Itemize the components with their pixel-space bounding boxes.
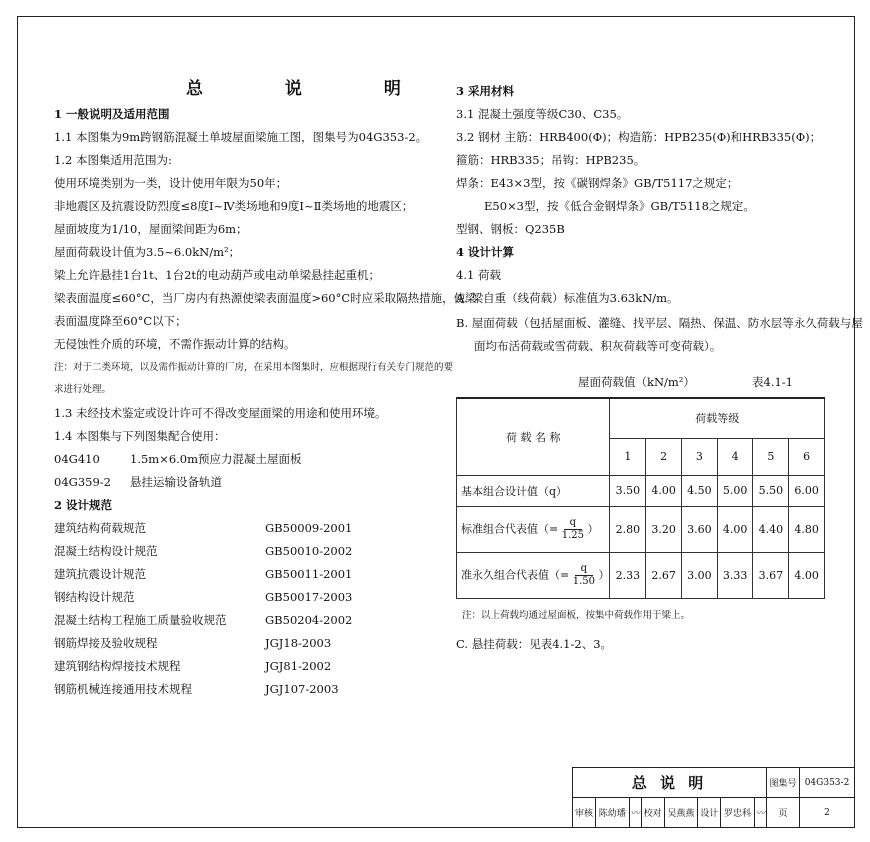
fraction-denominator: 1.25 [561,529,584,541]
code-number: JGJ81-2002 [265,659,332,673]
table-cell: 3.67 [753,552,789,598]
table-row [457,552,825,598]
grade-header: 1 [610,438,646,475]
section-2-heading: 2 设计规范 [54,498,113,512]
para-1-3: 1.3 未经技术鉴定或设计许可不得改变屋面梁的用途和使用环境。 [54,406,387,420]
table-cell: 4.40 [753,506,789,552]
para-1-2: 1.2 本图集适用范围为: [54,153,172,167]
code-name: 建筑抗震设计规范 [54,567,146,581]
table-row [457,475,825,506]
table-row [457,506,825,552]
table-cell: 2.67 [646,552,682,598]
para-4-1: 4.1 荷载 [456,268,501,282]
ref-2-name: 悬挂运输设备轨道 [130,475,222,489]
grade-header: 3 [681,438,717,475]
reviewer-name: 陈幼璠 [595,798,629,828]
fraction [562,517,584,542]
para-4-b-line2: 面均布活荷载或雪荷载、积灰荷载等可变荷载）。 [474,339,722,353]
row-label-text: 准永久组合代表值（= [461,568,570,581]
code-name: 钢筋焊接及验收规程 [54,636,158,650]
table-cell: 4.00 [646,475,682,506]
para-3-1: 3.1 混凝土强度等级C30、C35。 [456,107,629,121]
code-number: GB50017-2003 [265,590,353,604]
page-label: 页 [767,798,800,828]
title-block [572,767,855,828]
para-1-2d: 屋面荷载设计值为3.5~6.0kN/m²； [54,245,241,259]
para-3-welding-2: E50×3型，按《低合金钢焊条》GB/T5118之规定。 [484,199,755,213]
section-1-heading: 1 一般说明及适用范围 [54,107,170,121]
check-label: 校对 [641,798,664,828]
roof-load-table [456,397,825,599]
table-header-load-name: 荷 载 名 称 [457,398,610,475]
fraction-numerator: q [564,517,582,530]
code-name: 钢筋机械连接通用技术规程 [54,682,192,696]
row-label [457,506,610,552]
grade-header: 6 [789,438,825,475]
note-1-line2: 求进行处理。 [54,384,112,395]
code-number: JGJ107-2003 [265,682,339,696]
para-1-2e: 梁上允许悬挂1台1t、1台2t的电动葫芦或电动单梁悬挂起重机； [54,268,381,282]
table-cell: 3.50 [610,475,646,506]
row-label-close: ） [598,568,610,581]
para-1-2f: 梁表面温度≤60°C，当厂房内有热源使梁表面温度>60°C时应采取隔热措施，使梁 [54,291,477,305]
code-name: 混凝土结构设计规范 [54,544,158,558]
table-cell: 3.20 [646,506,682,552]
code-number: GB50204-2002 [265,613,353,627]
table-cell: 3.60 [681,506,717,552]
code-name: 钢结构设计规范 [54,590,135,604]
fraction [573,563,595,588]
designer-name: 罗忠科 [721,798,755,828]
fraction-numerator: q [575,563,593,576]
row-label: 基本组合设计值（q） [457,475,610,506]
section-3-heading: 3 采用材料 [456,84,515,98]
row-label-text: 标准组合代表值（= [461,522,559,535]
para-1-2c: 屋面坡度为1/10，屋面梁间距为6m； [54,222,248,236]
code-number: GB50011-2001 [265,567,353,581]
table-cell: 4.50 [681,475,717,506]
code-number: GB50009-2001 [265,521,353,535]
title-block-title: 总 说 明 [573,768,767,798]
page-number: 2 [800,798,855,828]
review-label: 审核 [573,798,596,828]
table-cell: 4.80 [789,506,825,552]
table-cell: 4.00 [717,506,753,552]
table-header-load-grade: 荷载等级 [610,398,825,438]
fraction-denominator: 1.50 [572,575,595,587]
table-title: 屋面荷载值（kN/m²） [578,375,695,389]
note-1-line1: 注：对于二类环境，以及需作振动计算的厂房，在采用本图集时，应根据现行有关专门规范的要 [54,362,454,373]
grade-header: 4 [717,438,753,475]
table-cell: 5.50 [753,475,789,506]
atlas-number-label: 图集号 [767,768,800,798]
para-1-2h: 无侵蚀性介质的环境，不需作振动计算的结构。 [54,337,296,351]
grade-header: 2 [646,438,682,475]
signature: 〰 [754,798,766,828]
signature: 〰 [629,798,641,828]
table-note: 注：以上荷载均通过屋面板，按集中荷载作用于梁上。 [462,610,691,621]
para-1-2g: 表面温度降至60°C以下； [54,314,187,328]
code-name: 建筑结构荷载规范 [54,521,146,535]
design-label: 设计 [698,798,721,828]
para-3-2b: 箍筋：HRB335；吊钩：HPB235。 [456,153,646,167]
page-title: 总 说 明 [186,79,439,99]
ref-1-name: 1.5m×6.0m预应力混凝土屋面板 [130,452,302,466]
table-cell: 3.00 [681,552,717,598]
section-4-heading: 4 设计计算 [456,245,515,259]
table-cell: 6.00 [789,475,825,506]
para-3-welding-1: 焊条：E43×3型，按《碳钢焊条》GB/T5117之规定； [456,176,739,190]
ref-2-code: 04G359-2 [54,475,111,489]
row-label-close: ） [587,522,599,535]
table-cell: 3.33 [717,552,753,598]
para-1-4: 1.4 本图集与下列图集配合使用： [54,429,226,443]
para-4-a: A. 梁自重（线荷载）标准值为3.63kN/m。 [456,291,679,305]
code-name: 混凝土结构工程施工质量验收规范 [54,613,227,627]
table-cell: 2.80 [610,506,646,552]
table-number: 表4.1-1 [752,375,793,389]
code-number: GB50010-2002 [265,544,353,558]
grade-header: 5 [753,438,789,475]
checker-name: 吴燕燕 [664,798,698,828]
para-4-c: C. 悬挂荷载：见表4.1-2、3。 [456,637,613,651]
para-1-2b: 非地震区及抗震设防烈度≤8度Ⅰ~Ⅳ类场地和9度Ⅰ~Ⅱ类场地的地震区； [54,199,414,213]
para-4-b-line1: B. 屋面荷载（包括屋面板、灌缝、找平层、隔热、保温、防水层等永久荷载与屋 [456,316,863,330]
row-label [457,552,610,598]
para-3-steel: 型钢、钢板：Q235B [456,222,565,236]
ref-1-code: 04G410 [54,452,100,466]
para-1-1: 1.1 本图集为9m跨钢筋混凝土单坡屋面梁施工图，图集号为04G353-2。 [54,130,428,144]
para-3-2: 3.2 钢材 主筋：HRB400(Φ)；构造筋：HPB235(Φ)和HRB335(Φ)； [456,130,822,144]
atlas-number: 04G353-2 [800,768,855,798]
table-cell: 4.00 [789,552,825,598]
table-cell: 5.00 [717,475,753,506]
code-name: 建筑钢结构焊接技术规程 [54,659,181,673]
table-cell: 2.33 [610,552,646,598]
para-1-2a: 使用环境类别为一类，设计使用年限为50年； [54,176,288,190]
code-number: JGJ18-2003 [265,636,332,650]
